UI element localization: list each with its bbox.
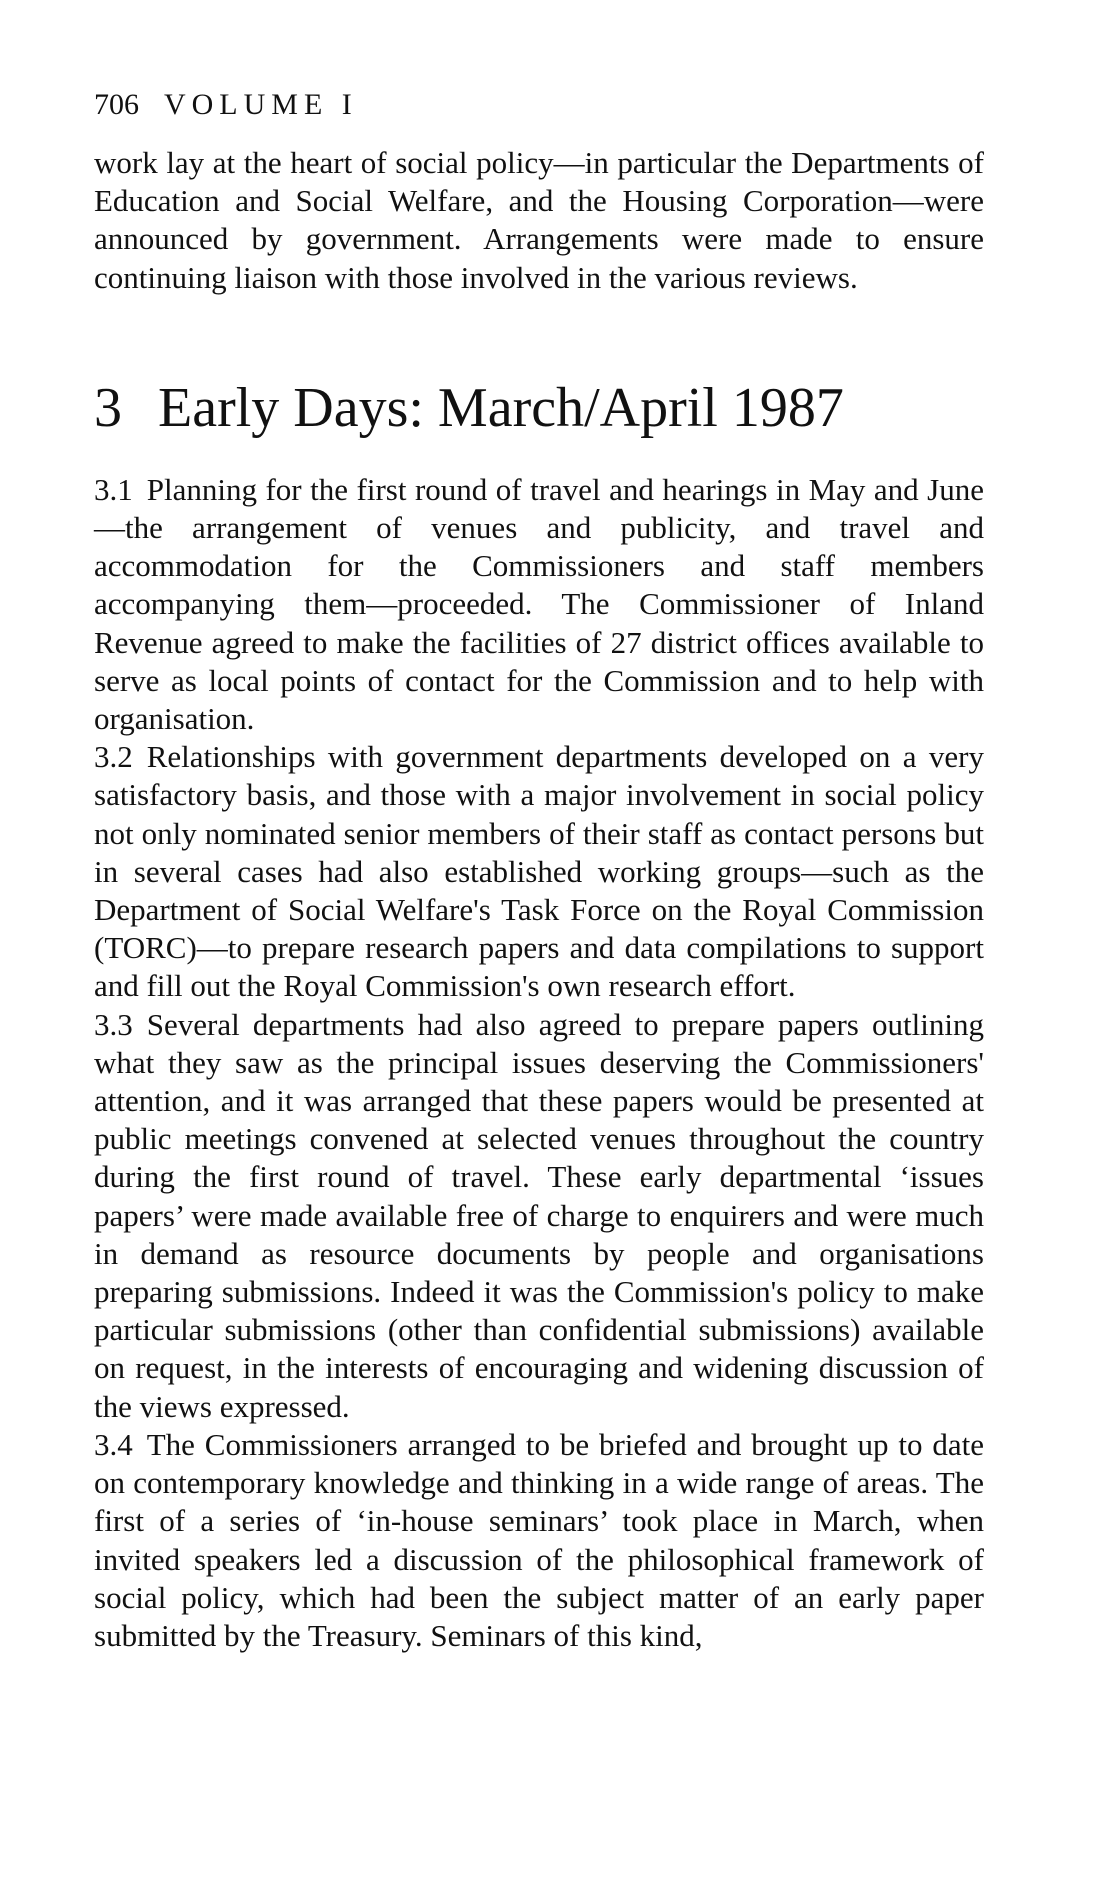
page-number: 706 <box>94 88 139 121</box>
paragraph-text: Relationships with government departments developed on a very satisfactory basis, and those with a major involvement in social policy not only nominated senior members of their staff as contact persons but in several cases had also established working groups—such as the Department of Social Welfare's Task Force on the Royal Commission (TORC)—to prepare research papers and data compilations to support and fill out the Royal Commission's own research effort. <box>94 739 984 1004</box>
paragraph-number: 3.3 <box>94 1006 133 1042</box>
paragraph-number: 3.4 <box>94 1426 133 1462</box>
volume-label: VOLUME I <box>163 88 358 121</box>
chapter-title: Early Days: March/April 1987 <box>158 376 844 439</box>
paragraph-text: Several departments had also agreed to prepare papers outlining what they saw as the principal issues deserving the Commissioners' attention, and it was arranged that these papers would be presented at public meetings convened at selected venues throughout the country during the first round of travel. These early departmental ‘issues papers’ were made available free of charge to enquirers and were much in demand as resource documents by people and organisations preparing submissions. Indeed it was the Commission's policy to make particular submissions (other than confidential submissions) available on request, in the interests of encouraging and widening discussion of the views expressed. <box>94 1006 984 1424</box>
document-page <box>94 86 984 1655</box>
paragraph-3-4 <box>94 1426 984 1655</box>
paragraph-3-3 <box>94 1006 984 1426</box>
paragraph-number: 3.2 <box>94 739 133 775</box>
paragraph-number: 3.1 <box>94 471 133 507</box>
running-head <box>94 86 984 124</box>
continuation-paragraph: work lay at the heart of social policy—in particular the Departments of Education and Social Welfare, and the Housing Corporation—were announced by government. Arrangements were made to ensure continuing liaison with those involved in the various reviews. <box>94 145 984 295</box>
paragraph-text: Planning for the first round of travel and hearings in May and June—the arrangement of venues and publicity, and travel and accommodation for the Commissioners and staff members accompanying them—proceeded. The Commissioner of Inland Revenue agreed to make the facilities of 27 district offices available to serve as local points of contact for the Commission and to help with organisation. <box>94 471 984 737</box>
chapter-heading <box>94 375 984 441</box>
paragraph-text: The Commissioners arranged to be briefed and brought up to date on contemporary knowledge and thinking in a wide range of areas. The first of a series of ‘in-house seminars’ took place in March, when invited speakers led a discussion of the philosophical framework of social policy, which had been the subject matter of an early paper submitted by the Treasury. Seminars of this kind, <box>94 1426 984 1653</box>
paragraph-3-1 <box>94 471 984 738</box>
chapter-number: 3 <box>94 376 122 439</box>
paragraph-3-2 <box>94 738 984 1005</box>
